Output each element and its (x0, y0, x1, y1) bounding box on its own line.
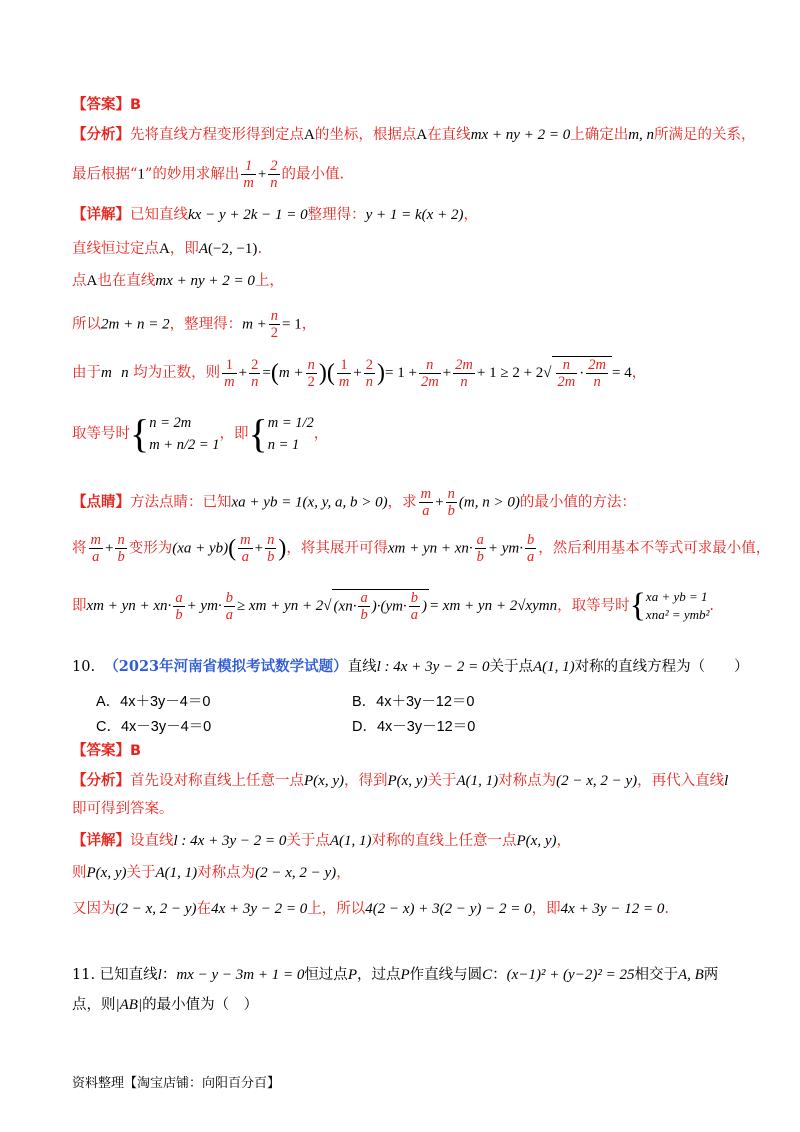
q9-detail-line-2: 直线恒过定点A，即A(−2, −1). (72, 241, 263, 257)
q11-stem-line-2: 点，则|AB|的最小值为（ ） (72, 997, 259, 1013)
q10-stem: 10. （2023年河南省模拟考试数学试题）直线l : 4x + 3y − 2 = 0关于点A(1, 1)对称的直线方程为（ ） (72, 658, 749, 675)
stem-text: 点，则 (72, 997, 116, 1013)
detail-text: 上， (254, 273, 284, 289)
detail-text: ，即 (169, 241, 199, 257)
answer-value: B (130, 97, 142, 113)
q9-detail-line-6: 取等号时{n = 2m m + n/2 = 1，即{m = 1/2 n = 1， (72, 411, 329, 456)
detail-text: 对称的直线上任意一点 (371, 833, 517, 849)
tip-text: 方法点睛：已知 (130, 494, 232, 511)
stem-text: 直线 (347, 659, 377, 675)
q10-detail-line-2: 则P(x, y)关于A(1, 1)对称点为(2 − x, 2 − y)， (72, 865, 351, 881)
option-text: 4x＋3y－4＝0 (120, 694, 211, 710)
tip-text: ，求 (387, 494, 417, 511)
detail-text: 均为正数，则 (133, 365, 221, 381)
detail-text: 取等号时 (72, 426, 130, 442)
detail-text: 也在直线 (97, 273, 156, 289)
analysis-text: 先将直线方程变形得到定点 (130, 127, 304, 143)
tip-text: ，取等号时 (557, 598, 630, 614)
answer-value: B (130, 743, 142, 759)
analysis-text: 关于 (427, 773, 457, 789)
q9-analysis-line-2: 最后根据“1”的妙用求解出 $\frac{1}{m}$ + $\frac{2}{n}$ 的最小值. (72, 158, 345, 191)
analysis-text: 在直线 (427, 127, 471, 143)
stem-text: 的最小值为（ ） (142, 997, 259, 1013)
stem-text: 作直线与圆 (409, 967, 483, 983)
q9-tip-line-2: 将 $\frac{m}{a}$ + $\frac{n}{b}$ 变形为(xa + yb)( $\frac{m}{a}$ + $\frac{n}{b}$ )，将其展开可得xm + yn + xn· $\frac{a}{b}$ + ym· $\frac{b}{a}$ ，然后利用基本不等式可求最小值， (72, 532, 771, 565)
detail-text: 上，所以 (307, 901, 366, 917)
tip-text: 即 (72, 598, 87, 614)
option-label: D． (352, 719, 377, 735)
option-text: 4x－3y－4＝0 (120, 719, 212, 735)
stem-text: 两 (703, 967, 719, 983)
q11-stem-line-1: 11. 已知直线l：mx − y − 3m + 1 = 0恒过点P，过点P作直线与圆C：(x−1)² + (y−2)² = 25相交于A, B两 (72, 967, 719, 983)
answer-tag: 【答案】 (72, 96, 130, 113)
q10-analysis-line-1: 【分析】首先设对称直线上任意一点P(x, y)，得到P(x, y)关于A(1, 1)对称点为(2 − x, 2 − y)，再代入直线l (72, 772, 729, 789)
analysis-text: ，得到 (343, 773, 388, 789)
option-b (352, 690, 475, 711)
detail-tag: 【详解】 (72, 206, 130, 223)
option-label: A． (96, 694, 121, 710)
stem-text: 关于点 (489, 659, 533, 675)
detail-text: 对称点为 (197, 865, 256, 881)
detail-text: ，即 (219, 426, 249, 442)
q9-tip-line-1: 【点睛】方法点睛：已知xa + yb = 1(x, y, a, b > 0)，求 $\frac{m}{a}$ + $\frac{n}{b}$ (m, n > 0)的最小值的方法： (72, 486, 636, 519)
q9-detail-line-5: 由于m n 均为正数，则 $\frac{1}{m}$ + $\frac{2}{n}$ =(m + $\frac{n}{2}$ )( $\frac{1}{m}$ + $\frac{2}{n}$ )= 1 + $\frac{n}{2m}$ + $\frac{2m}{n}$ + 1 ≥ 2 + 2√ $\frac{n}{2m}$ · $\frac{2m}{n}$ = 4， (72, 356, 647, 390)
option-d (352, 715, 475, 736)
analysis-text: 即可得到答案。 (72, 801, 174, 817)
detail-text: 则 (72, 865, 87, 881)
analysis-text: ”的妙用求解出 (144, 166, 240, 183)
tip-text: ，然后利用基本不等式可求最小值， (538, 540, 771, 557)
detail-text: 整理得： (307, 207, 366, 223)
question-source: （2023年河南省模拟考试数学试题） (104, 658, 348, 675)
tip-text: ，将其展开可得 (286, 540, 388, 557)
stem-text: ，过点 (356, 967, 401, 983)
detail-text: ，即 (531, 901, 561, 917)
q9-detail-line-1: 【详解】已知直线kx − y + 2k − 1 = 0整理得：y + 1 = k(x + 2)， (72, 206, 478, 223)
detail-text: 直线恒过定点 (72, 241, 159, 257)
analysis-text: 所满足的关系， (654, 127, 756, 143)
question-number: 11. (72, 967, 96, 983)
question-number: 10. (72, 659, 96, 675)
analysis-text: 最后根据“ (72, 166, 138, 183)
tip-text: 变形为 (128, 540, 173, 557)
q9-tip-line-3: 即xm + yn + xn· $\frac{a}{b}$ + ym· $\frac{b}{a}$ ≥ xm + yn + 2√ (xn· $\frac{a}{b}$ )·(ym· $\frac{b}{a}$ ) = xm + yn + 2√xymn，取等号时{xa + yb = 1 xna² = ymb². (72, 587, 715, 624)
stem-text: 恒过点 (304, 967, 348, 983)
tip-text: 将 (72, 540, 87, 557)
detail-text: 设直线 (130, 833, 174, 849)
tip-tag: 【点睛】 (72, 493, 130, 511)
analysis-tag: 【分析】 (72, 772, 130, 789)
analysis-text: 的坐标，根据点 (314, 127, 417, 143)
analysis-text: 首先设对称直线上任意一点 (130, 773, 304, 789)
q9-analysis-line-1: 【分析】先将直线方程变形得到定点A的坐标，根据点A在直线mx + ny + 2 = 0上确定出m, n所满足的关系， (72, 126, 756, 143)
detail-tag: 【详解】 (72, 832, 130, 849)
detail-text: 关于点 (286, 833, 330, 849)
option-text: 4x＋3y－12＝0 (376, 694, 475, 710)
analysis-text: ，再代入直线 (637, 773, 725, 789)
analysis-text: 上确定出 (570, 127, 629, 143)
option-text: 4x－3y－12＝0 (376, 719, 476, 735)
stem-text: 对称的直线方程为（ ） (574, 659, 749, 675)
analysis-text: 对称点为 (498, 773, 557, 789)
detail-text: 又因为 (72, 901, 116, 917)
option-a (96, 690, 210, 711)
stem-text: 已知直线 (99, 967, 158, 983)
detail-text: 在 (196, 901, 212, 917)
option-c (96, 715, 211, 736)
option-label: B． (352, 694, 377, 710)
analysis-tag: 【分析】 (72, 126, 130, 143)
detail-text: 点 (72, 273, 87, 289)
detail-text: 关于 (126, 865, 156, 881)
q9-detail-line-3: 点A也在直线mx + ny + 2 = 0上， (72, 273, 284, 289)
page-footer: 资料整理【淘宝店铺：向阳百分百】 (72, 1076, 281, 1091)
tip-text: 的最小值的方法： (519, 494, 636, 511)
answer-tag: 【答案】 (72, 742, 130, 759)
detail-text: ，整理得： (169, 316, 243, 333)
q10-answer-line (72, 740, 740, 762)
q10-detail-line-1: 【详解】设直线l : 4x + 3y − 2 = 0关于点A(1, 1)对称的直线上任意一点P(x, y)， (72, 832, 571, 849)
detail-text: 所以 (72, 316, 101, 333)
q10-detail-line-3: 又因为(2 − x, 2 − y)在4x + 3y − 2 = 0上，所以4(2 − x) + 3(2 − y) − 2 = 0，即4x + 3y − 12 = 0. (72, 901, 669, 917)
analysis-text: 的最小值. (281, 166, 345, 183)
stem-text: 相交于 (634, 967, 678, 983)
q9-answer-line (72, 94, 740, 116)
q10-analysis-line-2 (72, 798, 740, 820)
detail-text: 由于 (72, 365, 101, 381)
q9-detail-line-4: 所以2m + n = 2，整理得：m + $\frac{n}{2}$ = 1， (72, 308, 317, 341)
option-label: C． (96, 719, 121, 735)
detail-text: 已知直线 (130, 207, 188, 223)
